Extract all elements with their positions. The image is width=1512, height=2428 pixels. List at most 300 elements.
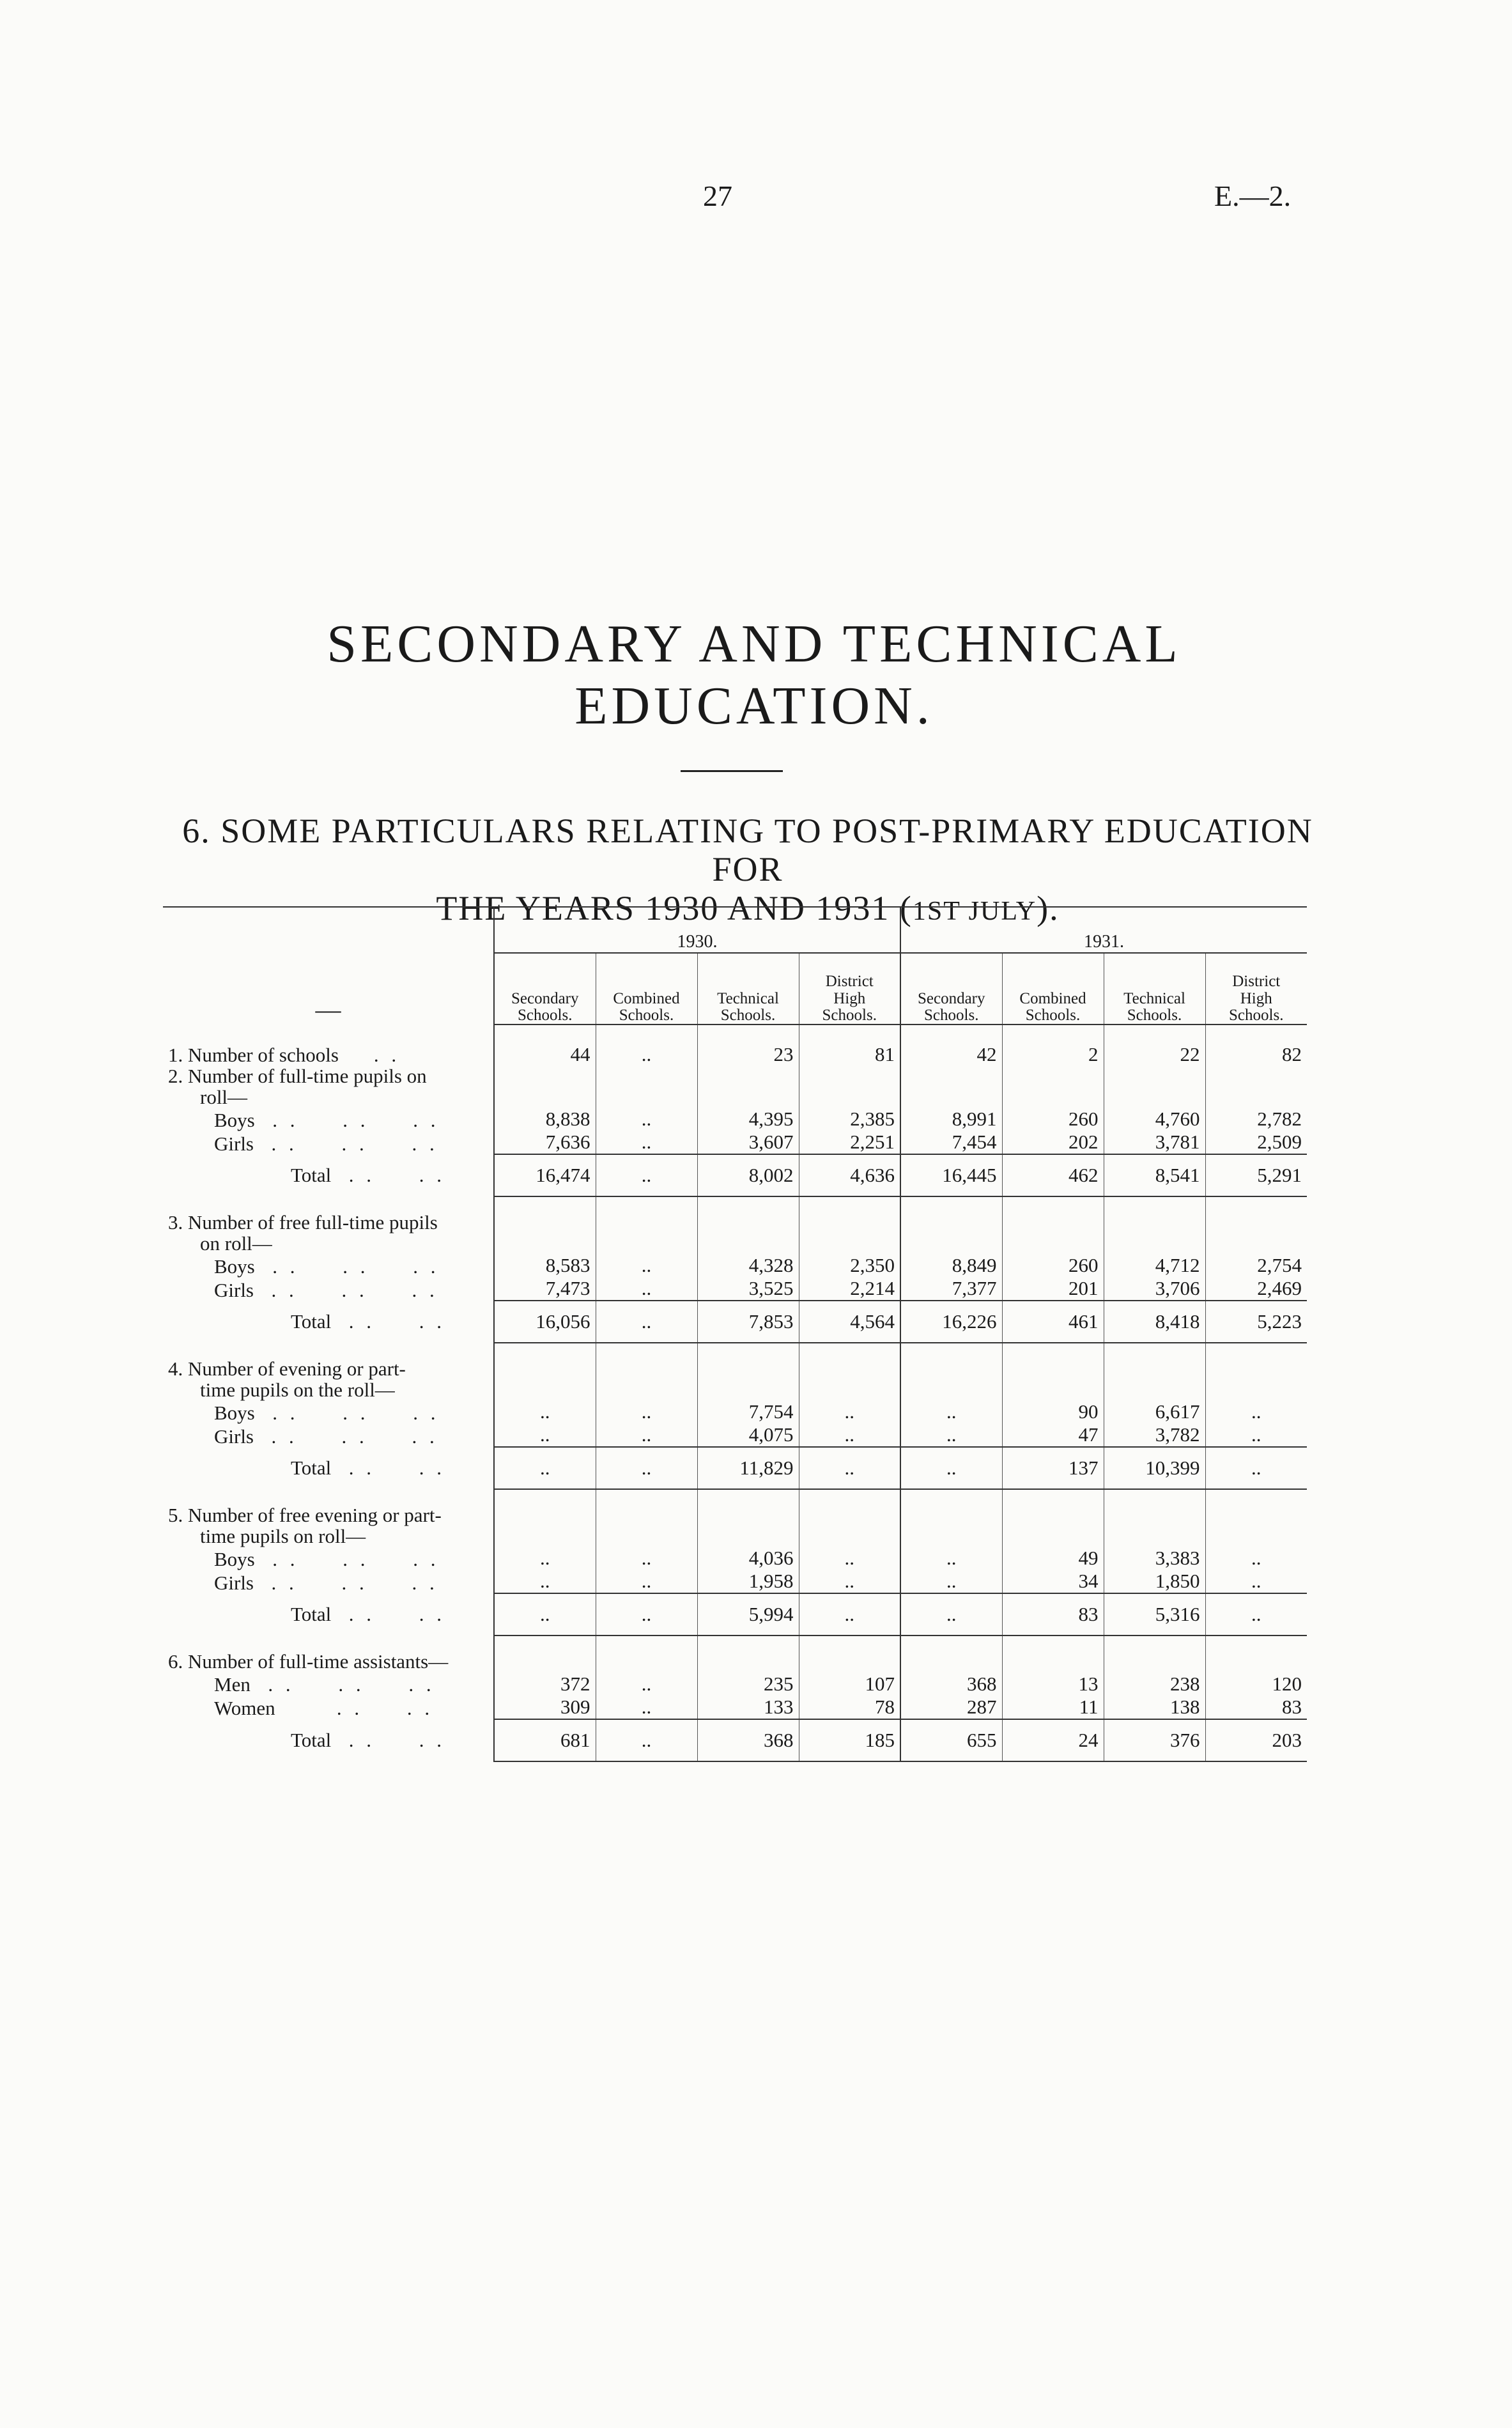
table-cell: 42 [900,1025,1002,1066]
table-cell: .. [900,1423,1002,1447]
table-cell [1104,1651,1205,1673]
row-label [163,1505,494,1547]
row-label [163,1212,494,1254]
table-cell: 4,328 [697,1254,799,1277]
spacer-cell [494,1196,596,1212]
table-cell [1002,1651,1104,1673]
main-title-line-2: EDUCATION. [575,676,934,736]
table-cell [697,1066,799,1108]
table-cell [494,1505,596,1547]
row-label [163,1570,494,1593]
column-header-line: Technical [717,989,779,1007]
column-header-line: Schools. [1229,1006,1284,1024]
spacer-cell [163,1196,494,1212]
row-spacer [163,1343,1307,1359]
row-label-text: Boys [214,1108,255,1131]
table-cell: 8,418 [1104,1301,1205,1343]
table-cell: 235 [697,1673,799,1696]
table-cell: 138 [1104,1696,1205,1719]
spacer-cell [596,1489,697,1505]
table-cell: 4,395 [697,1108,799,1131]
table-cell: 11 [1002,1696,1104,1719]
table-cell: .. [596,1108,697,1131]
table-cell [697,1359,799,1400]
table-cell: 368 [697,1719,799,1761]
table-cell [1104,1066,1205,1108]
table-cell: 8,849 [900,1254,1002,1277]
row-label-continuation: time pupils on the roll— [200,1378,395,1401]
table-cell: 202 [1002,1131,1104,1154]
document-reference: E.—2. [1214,180,1292,212]
table-cell: 81 [799,1025,900,1066]
leader-dots: . . . . . . [254,1571,438,1594]
leader-dots: . . . . . . [254,1278,438,1301]
table-cell [697,1212,799,1254]
table-cell [596,1651,697,1673]
table-cell [900,1505,1002,1547]
leader-dots: . . . . . . [250,1673,435,1696]
row-label [163,1447,494,1489]
table-cell: 44 [494,1025,596,1066]
table-cell: .. [596,1719,697,1761]
column-header-line: Secondary [917,989,985,1007]
row-label-text: Girls [214,1571,254,1594]
table-cell [596,1359,697,1400]
spacer-cell [900,1635,1002,1651]
table-cell: 260 [1002,1254,1104,1277]
row-label-text: Girls [214,1425,254,1448]
table-cell: .. [799,1547,900,1570]
table-row [163,1593,1307,1635]
row-spacer [163,1489,1307,1505]
row-label [163,1593,494,1635]
table-cell: 260 [1002,1108,1104,1131]
table-cell [697,1505,799,1547]
spacer-cell [596,1196,697,1212]
table-cell [900,1066,1002,1108]
table-row [163,1154,1307,1196]
leader-dots: . . . . [275,1697,434,1720]
row-label-text: Men [214,1673,251,1696]
table-cell: .. [1205,1400,1307,1423]
column-header [596,953,697,1025]
column-header-line: Technical [1123,989,1185,1007]
leader-dots: . . . . . . [254,1401,440,1424]
table-cell: 83 [1205,1696,1307,1719]
table-row [163,1719,1307,1761]
spacer-cell [1104,1635,1205,1651]
table-title-date: 1ST JULY [912,896,1037,926]
table-cell: 368 [900,1673,1002,1696]
row-label [163,1673,494,1696]
table-row [163,1505,1307,1547]
table-cell: 2,214 [799,1277,900,1301]
table-cell: .. [494,1400,596,1423]
column-header [494,953,596,1025]
spacer-cell [900,1343,1002,1359]
table-cell: 3,706 [1104,1277,1205,1301]
row-label [163,1131,494,1154]
row-label-text: Total [291,1603,332,1626]
row-label [163,1547,494,1570]
table-cell [494,1066,596,1108]
table-row [163,1673,1307,1696]
row-label-text: 3. Number of free full-time pupils [168,1211,438,1234]
row-label [163,1423,494,1447]
row-label-text: Girls [214,1132,254,1155]
spacer-cell [697,1635,799,1651]
table-cell: 8,002 [697,1154,799,1196]
table-cell: 133 [697,1696,799,1719]
table-row [163,1277,1307,1301]
leader-dots: . . [338,1044,401,1067]
table-row [163,1547,1307,1570]
table-cell: 1,958 [697,1570,799,1593]
table-cell: 137 [1002,1447,1104,1489]
column-header-line: Schools. [822,1006,877,1024]
table-cell: 2,469 [1205,1277,1307,1301]
table-cell: .. [596,1131,697,1154]
table-row [163,1066,1307,1108]
table-cell: 16,445 [900,1154,1002,1196]
table-cell: .. [1205,1547,1307,1570]
row-label-text: Total [291,1310,332,1333]
leader-dots: . . . . . . [254,1547,440,1570]
table-cell: 4,636 [799,1154,900,1196]
table-cell: 185 [799,1719,900,1761]
spacer-cell [1205,1635,1307,1651]
spacer-cell [697,1489,799,1505]
table-cell: .. [900,1570,1002,1593]
table-cell: 5,291 [1205,1154,1307,1196]
table-cell: 47 [1002,1423,1104,1447]
table-cell: 2 [1002,1025,1104,1066]
spacer-cell [799,1489,900,1505]
column-header [697,953,799,1025]
table-cell [1205,1212,1307,1254]
row-label [163,1108,494,1131]
table-title-line-1: 6. SOME PARTICULARS RELATING TO POST-PRIMARY EDUCATION FOR [182,812,1313,889]
table-row [163,1254,1307,1277]
spacer-cell [1205,1489,1307,1505]
table-cell: .. [1205,1447,1307,1489]
column-header-line: Schools. [619,1006,674,1024]
spacer-cell [697,1343,799,1359]
leader-dots: . . . . [331,1310,446,1333]
row-label-text: Women [214,1697,275,1720]
table-cell: .. [799,1447,900,1489]
table-cell: 1,850 [1104,1570,1205,1593]
table-cell: 10,399 [1104,1447,1205,1489]
row-label-text: 5. Number of free evening or part- [168,1504,442,1527]
table-cell: 5,994 [697,1593,799,1635]
year-1930-header: 1930. [494,907,900,953]
spacer-cell [900,1196,1002,1212]
table-cell: 287 [900,1696,1002,1719]
table-cell: 2,385 [799,1108,900,1131]
table-cell: .. [596,1301,697,1343]
table-cell [900,1212,1002,1254]
table-cell: 372 [494,1673,596,1696]
table-cell: .. [799,1593,900,1635]
column-header-line: High [833,989,866,1007]
spacer-cell [799,1635,900,1651]
column-header-line: District [825,973,874,991]
table-cell: 203 [1205,1719,1307,1761]
table-cell: 83 [1002,1593,1104,1635]
column-header-line: Combined [613,989,680,1007]
year-1931-header: 1931. [900,907,1307,953]
column-header [1104,953,1205,1025]
spacer-cell [1002,1196,1104,1212]
table-cell: 2,782 [1205,1108,1307,1131]
leader-dots: . . . . . . [254,1108,440,1131]
row-label [163,1025,494,1066]
leader-dots: . . . . [331,1163,446,1186]
table-cell [799,1066,900,1108]
statistics-table [163,906,1307,1762]
table-cell: .. [596,1025,697,1066]
table-cell: 2,350 [799,1254,900,1277]
table-cell: 7,377 [900,1277,1002,1301]
row-label-text: Girls [214,1278,254,1301]
table-cell: .. [900,1447,1002,1489]
table-cell: 24 [1002,1719,1104,1761]
spacer-cell [799,1196,900,1212]
spacer-cell [1002,1635,1104,1651]
row-label [163,1359,494,1400]
table-cell: .. [900,1547,1002,1570]
table-cell: .. [494,1593,596,1635]
table-cell: 34 [1002,1570,1104,1593]
leader-dots: . . . . [331,1603,446,1626]
table-title-years: THE YEARS 1930 AND 1931 ( [436,888,913,927]
table-cell: 7,754 [697,1400,799,1423]
table-cell: 655 [900,1719,1002,1761]
table-cell: .. [1205,1423,1307,1447]
table-cell [596,1212,697,1254]
table-cell: .. [596,1400,697,1423]
page-number: 27 [703,180,732,212]
table-cell [596,1505,697,1547]
table-row [163,1212,1307,1254]
column-header-line: High [1240,989,1272,1007]
table-cell: .. [596,1154,697,1196]
leader-dots: . . . . . . [254,1255,440,1278]
table-cell: .. [596,1593,697,1635]
spacer-cell [163,1489,494,1505]
table-cell: 82 [1205,1025,1307,1066]
spacer-cell [1104,1196,1205,1212]
table-row [163,1423,1307,1447]
table-cell: .. [596,1696,697,1719]
table-cell [1104,1212,1205,1254]
column-header [1002,953,1104,1025]
row-label-text: 4. Number of evening or part- [168,1357,406,1380]
table-cell: 5,223 [1205,1301,1307,1343]
row-spacer [163,1635,1307,1651]
column-header-line: Combined [1019,989,1086,1007]
table-cell: 2,251 [799,1131,900,1154]
table-cell [1002,1505,1104,1547]
table-cell: .. [799,1570,900,1593]
table-cell: 7,636 [494,1131,596,1154]
table-cell [1104,1359,1205,1400]
column-header-line: Schools. [1025,1006,1081,1024]
row-label-text: 1. Number of schools [168,1044,339,1067]
row-label [163,1696,494,1719]
table-cell: 16,056 [494,1301,596,1343]
spacer-cell [596,1635,697,1651]
row-label [163,1719,494,1761]
column-header [900,953,1002,1025]
main-title [128,614,1380,737]
table-cell: .. [596,1547,697,1570]
row-label-continuation: roll— [200,1085,248,1108]
header-blank-dash: — [163,907,494,1025]
spacer-cell [494,1343,596,1359]
column-header-line: Schools. [924,1006,979,1024]
row-label-text: Boys [214,1255,255,1278]
spacer-cell [1002,1489,1104,1505]
row-label [163,1400,494,1423]
table-cell: 3,383 [1104,1547,1205,1570]
row-label-text: Boys [214,1547,255,1570]
table-title-close: ). [1037,888,1060,927]
row-label-text: 2. Number of full-time pupils on [168,1065,427,1087]
table-cell [596,1066,697,1108]
table-cell: 8,838 [494,1108,596,1131]
row-label-text: Boys [214,1401,255,1424]
table-row [163,1131,1307,1154]
table-cell: .. [596,1447,697,1489]
table-row [163,1447,1307,1489]
table-cell: .. [596,1423,697,1447]
table-cell: 8,583 [494,1254,596,1277]
table-cell: 3,781 [1104,1131,1205,1154]
table-cell: .. [494,1447,596,1489]
column-header [799,953,900,1025]
table-cell: 309 [494,1696,596,1719]
table-cell [799,1651,900,1673]
table-cell: .. [494,1423,596,1447]
table-row [163,1696,1307,1719]
table-row [163,1400,1307,1423]
table-cell: .. [494,1547,596,1570]
row-spacer [163,1196,1307,1212]
table-cell: 90 [1002,1400,1104,1423]
row-label [163,1301,494,1343]
table-cell: 107 [799,1673,900,1696]
table-cell: 7,454 [900,1131,1002,1154]
table-row [163,1359,1307,1400]
table-cell: 7,473 [494,1277,596,1301]
table-cell: 238 [1104,1673,1205,1696]
table-cell: 16,474 [494,1154,596,1196]
table-cell [1205,1066,1307,1108]
table-cell: .. [1205,1570,1307,1593]
table-cell: .. [494,1570,596,1593]
table-cell: .. [596,1277,697,1301]
table-cell [1104,1505,1205,1547]
row-label [163,1154,494,1196]
table-cell: 11,829 [697,1447,799,1489]
table-cell [494,1359,596,1400]
table-cell [1002,1212,1104,1254]
table-row [163,1108,1307,1131]
table-cell: 8,991 [900,1108,1002,1131]
row-label [163,1254,494,1277]
table-cell: 8,541 [1104,1154,1205,1196]
spacer-cell [1205,1343,1307,1359]
table-cell [697,1651,799,1673]
table-cell: 23 [697,1025,799,1066]
row-label-text: Total [291,1728,332,1751]
spacer-cell [697,1196,799,1212]
table-cell [900,1359,1002,1400]
table-cell: .. [596,1570,697,1593]
column-header-line: District [1232,973,1281,991]
spacer-cell [1002,1343,1104,1359]
table-cell [1205,1651,1307,1673]
table-cell [494,1212,596,1254]
table-cell: 4,036 [697,1547,799,1570]
table-body [163,1025,1307,1761]
table-cell: .. [596,1254,697,1277]
title-divider [681,770,783,772]
table-cell: 462 [1002,1154,1104,1196]
table-cell [799,1212,900,1254]
leader-dots: . . . . . . [254,1425,438,1448]
table-cell: 3,782 [1104,1423,1205,1447]
spacer-cell [494,1489,596,1505]
table-cell: 201 [1002,1277,1104,1301]
table-cell: 78 [799,1696,900,1719]
table-row [163,1025,1307,1066]
table-cell: 376 [1104,1719,1205,1761]
table-cell: 4,712 [1104,1254,1205,1277]
table-cell: .. [1205,1593,1307,1635]
table-cell: 7,853 [697,1301,799,1343]
table-cell [1205,1359,1307,1400]
table-row [163,1301,1307,1343]
table-cell: 5,316 [1104,1593,1205,1635]
table-cell: .. [799,1400,900,1423]
table-cell: 22 [1104,1025,1205,1066]
table-cell: 13 [1002,1673,1104,1696]
table-cell [494,1651,596,1673]
row-label-text: 6. Number of full-time assistants— [168,1650,449,1673]
spacer-cell [1104,1489,1205,1505]
column-header [1205,953,1307,1025]
spacer-cell [494,1635,596,1651]
table-cell: 4,760 [1104,1108,1205,1131]
row-label [163,1066,494,1108]
spacer-cell [900,1489,1002,1505]
table-cell: 681 [494,1719,596,1761]
table-cell: 3,525 [697,1277,799,1301]
row-label [163,1651,494,1673]
table-cell: .. [900,1593,1002,1635]
leader-dots: . . . . . . [254,1132,438,1155]
table-cell [900,1651,1002,1673]
row-label [163,1277,494,1301]
column-header-line: Secondary [511,989,579,1007]
table-cell: 4,075 [697,1423,799,1447]
table-row [163,1651,1307,1673]
table-row [163,1570,1307,1593]
table-cell: 16,226 [900,1301,1002,1343]
